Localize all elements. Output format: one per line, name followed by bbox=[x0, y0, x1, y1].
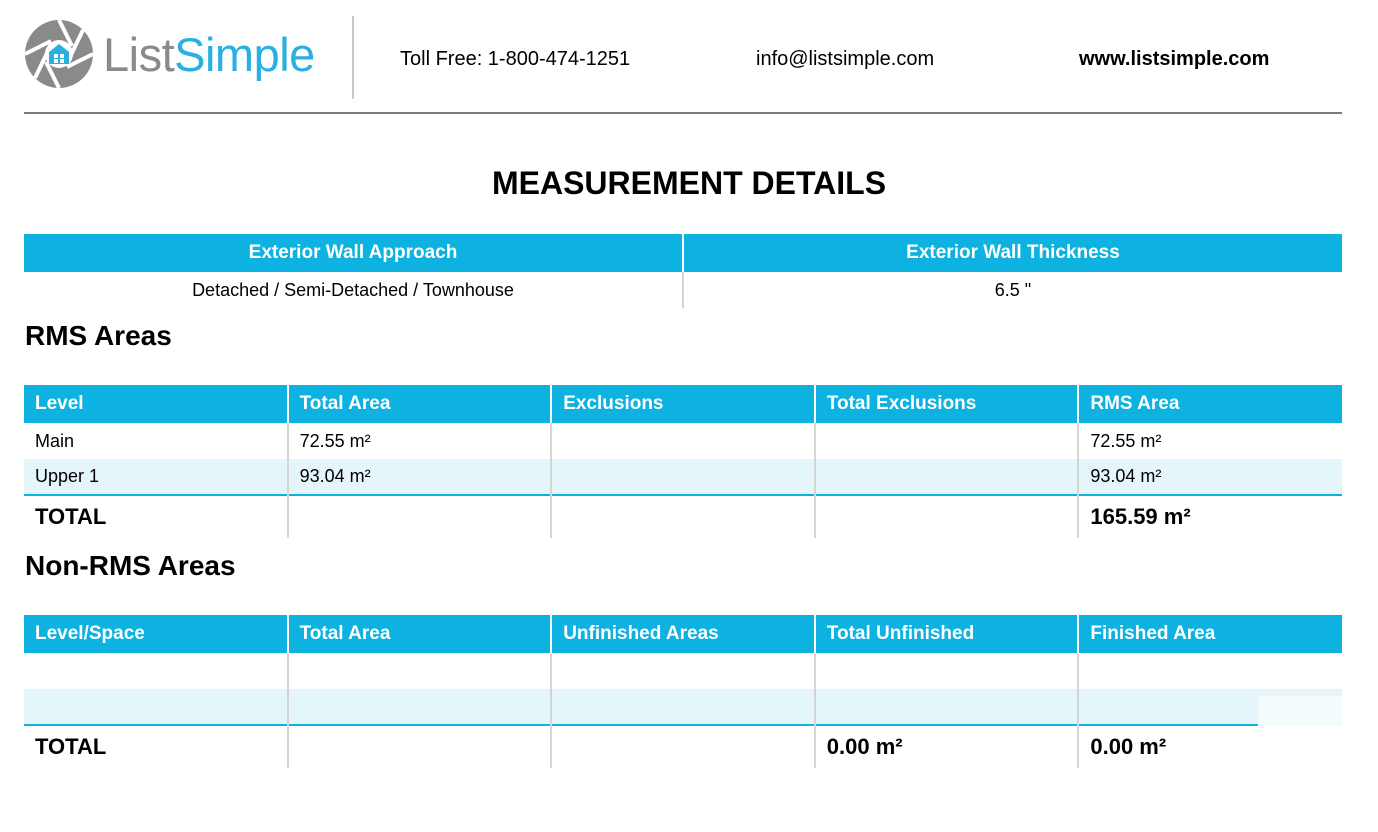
house-aperture-icon bbox=[24, 19, 94, 89]
table-cell bbox=[288, 725, 552, 768]
column-header: Exterior Wall Approach bbox=[24, 234, 683, 272]
non-rms-areas-heading: Non-RMS Areas bbox=[25, 550, 236, 581]
column-header: Total Exclusions bbox=[815, 385, 1079, 423]
table-cell: Upper 1 bbox=[24, 459, 288, 495]
page-title: MEASUREMENT DETAILS bbox=[491, 165, 887, 201]
total-finished-area: 0.00 m² bbox=[1078, 725, 1342, 768]
column-header: RMS Area bbox=[1078, 385, 1342, 423]
total-label: TOTAL bbox=[24, 495, 288, 538]
column-header: Total Area bbox=[288, 615, 552, 653]
column-header: Unfinished Areas bbox=[551, 615, 815, 653]
table-cell bbox=[551, 725, 815, 768]
exterior-wall-table bbox=[24, 234, 1342, 308]
wall-thickness-value: 6.5 " bbox=[994, 279, 1032, 300]
table-row bbox=[24, 423, 1342, 459]
table-cell bbox=[551, 689, 815, 725]
table-cell bbox=[815, 423, 1079, 459]
logo-word-simple: Simple bbox=[174, 27, 315, 81]
table-cell bbox=[288, 653, 552, 689]
table-cell bbox=[551, 423, 815, 459]
column-header: Exterior Wall Thickness bbox=[683, 234, 1342, 272]
table-cell bbox=[815, 653, 1079, 689]
table-cell: 72.55 m² bbox=[288, 423, 552, 459]
page-header bbox=[24, 0, 1342, 114]
table-cell: 93.04 m² bbox=[1078, 459, 1342, 495]
table-cell bbox=[24, 653, 288, 689]
rms-areas-table bbox=[24, 385, 1342, 538]
non-rms-areas-table bbox=[24, 615, 1342, 768]
table-cell bbox=[288, 689, 552, 725]
rms-areas-heading: RMS Areas bbox=[25, 320, 172, 351]
table-cell bbox=[815, 689, 1079, 725]
listsimple-logo[interactable] bbox=[24, 18, 315, 90]
column-header: Total Area bbox=[288, 385, 552, 423]
total-label: TOTAL bbox=[24, 725, 288, 768]
table-cell bbox=[551, 459, 815, 495]
total-row bbox=[24, 495, 1342, 538]
table-row bbox=[24, 272, 1342, 308]
column-header: Level bbox=[24, 385, 288, 423]
table-cell: Main bbox=[24, 423, 288, 459]
table-cell: 93.04 m² bbox=[288, 459, 552, 495]
column-header: Total Unfinished bbox=[815, 615, 1079, 653]
table-row bbox=[24, 689, 1342, 725]
total-rms-area: 165.59 m² bbox=[1078, 495, 1342, 538]
table-cell bbox=[551, 653, 815, 689]
table-row bbox=[24, 459, 1342, 495]
column-header: Finished Area bbox=[1078, 615, 1342, 653]
table-cell bbox=[815, 459, 1079, 495]
column-header: Exclusions bbox=[551, 385, 815, 423]
watermark-patch bbox=[1258, 696, 1342, 726]
logo-wordmark bbox=[103, 27, 315, 81]
total-unfinished: 0.00 m² bbox=[815, 725, 1079, 768]
column-header: Level/Space bbox=[24, 615, 288, 653]
wall-approach-value: Detached / Semi-Detached / Townhouse bbox=[24, 272, 683, 308]
table-cell bbox=[288, 495, 552, 538]
header-divider bbox=[352, 16, 354, 99]
table-cell: 72.55 m² bbox=[1090, 430, 1162, 451]
table-cell bbox=[551, 495, 815, 538]
table-cell bbox=[815, 495, 1079, 538]
logo-word-list: List bbox=[103, 27, 175, 81]
contact-email-link[interactable]: info@listsimple.com bbox=[756, 48, 935, 70]
table-cell bbox=[1078, 653, 1342, 689]
total-row bbox=[24, 725, 1342, 768]
table-cell bbox=[24, 689, 288, 725]
table-row bbox=[24, 653, 1342, 689]
toll-free-phone[interactable]: Toll Free: 1-800-474-1251 bbox=[400, 48, 631, 70]
website-link[interactable]: www.listsimple.com bbox=[1079, 48, 1270, 70]
